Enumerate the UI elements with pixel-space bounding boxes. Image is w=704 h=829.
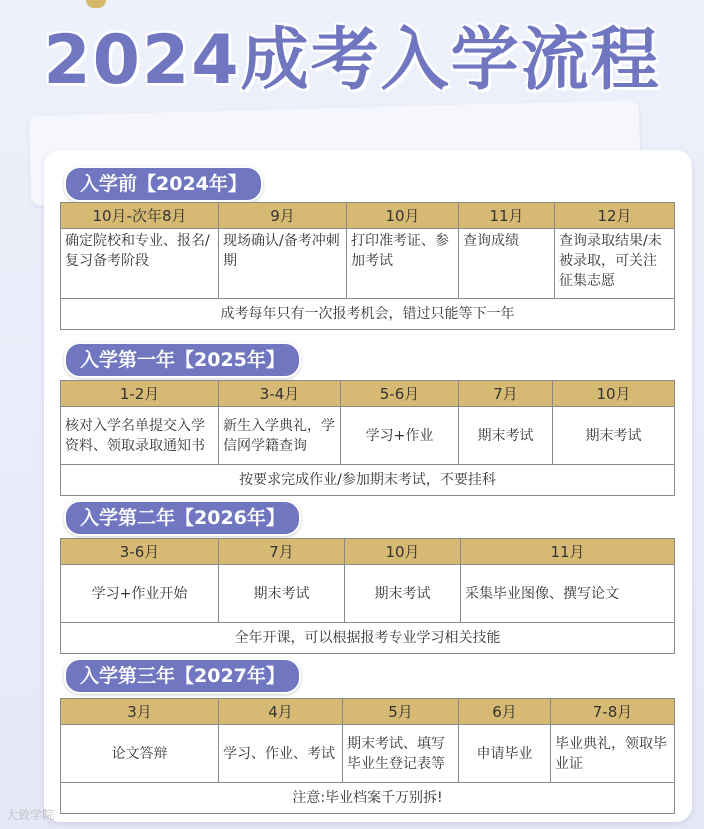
table-cell: 期末考试 xyxy=(219,565,345,623)
section-note: 全年开课，可以根据报考专业学习相关技能 xyxy=(61,623,675,654)
note-row xyxy=(61,783,675,814)
month-header: 9月 xyxy=(219,203,347,229)
section-year-three xyxy=(60,658,674,818)
month-header: 12月 xyxy=(555,203,675,229)
section-label: 入学第三年【2027年】 xyxy=(64,658,301,694)
month-header: 10月 xyxy=(347,203,459,229)
table-cell: 打印准考证、参加考试 xyxy=(347,229,459,299)
table-row xyxy=(61,725,675,783)
section-before-enrollment xyxy=(60,166,674,330)
table-row xyxy=(61,407,675,465)
section-year-one xyxy=(60,342,674,496)
month-header: 10月 xyxy=(345,539,461,565)
month-header: 7月 xyxy=(459,381,553,407)
month-header: 10月 xyxy=(553,381,675,407)
note-row xyxy=(61,465,675,496)
table-cell: 期末考试 xyxy=(345,565,461,623)
table-cell: 期末考试、填写毕业生登记表等 xyxy=(343,725,459,783)
timeline-table xyxy=(60,698,675,814)
month-header: 11月 xyxy=(461,539,675,565)
section-label: 入学前【2024年】 xyxy=(64,166,263,202)
table-cell: 申请毕业 xyxy=(459,725,551,783)
month-header: 6月 xyxy=(459,699,551,725)
table-cell: 新生入学典礼，学信网学籍查询 xyxy=(219,407,341,465)
section-label: 入学第二年【2026年】 xyxy=(64,500,301,536)
section-note: 成考每年只有一次报考机会，错过只能等下一年 xyxy=(61,299,675,330)
month-header: 5月 xyxy=(343,699,459,725)
table-cell: 学习+作业 xyxy=(341,407,459,465)
month-header: 1-2月 xyxy=(61,381,219,407)
section-label: 入学第一年【2025年】 xyxy=(64,342,301,378)
section-note: 按要求完成作业/参加期末考试，不要挂科 xyxy=(61,465,675,496)
note-row xyxy=(61,623,675,654)
table-header-row xyxy=(61,699,675,725)
table-cell: 查询录取结果/未被录取，可关注征集志愿 xyxy=(555,229,675,299)
month-header: 7-8月 xyxy=(551,699,675,725)
timeline-table xyxy=(60,202,675,330)
month-header: 5-6月 xyxy=(341,381,459,407)
timeline-table xyxy=(60,380,675,496)
table-cell: 确定院校和专业、报名/复习备考阶段 xyxy=(61,229,219,299)
table-cell: 期末考试 xyxy=(553,407,675,465)
table-row xyxy=(61,565,675,623)
month-header: 3-6月 xyxy=(61,539,219,565)
table-cell: 学习、作业、考试 xyxy=(219,725,343,783)
timeline-table xyxy=(60,538,675,654)
month-header: 11月 xyxy=(459,203,555,229)
table-row xyxy=(61,229,675,299)
month-header: 4月 xyxy=(219,699,343,725)
month-header: 3-4月 xyxy=(219,381,341,407)
table-cell: 学习+作业开始 xyxy=(61,565,219,623)
table-header-row xyxy=(61,539,675,565)
section-note: 注意:毕业档案千万别拆! xyxy=(61,783,675,814)
table-cell: 核对入学名单提交入学资料、领取录取通知书 xyxy=(61,407,219,465)
table-cell: 查询成绩 xyxy=(459,229,555,299)
table-cell: 现场确认/备考冲刺期 xyxy=(219,229,347,299)
watermark: 大致学院 xyxy=(6,808,55,822)
table-header-row xyxy=(61,381,675,407)
section-year-two xyxy=(60,500,674,656)
table-cell: 采集毕业图像、撰写论文 xyxy=(461,565,675,623)
month-header: 7月 xyxy=(219,539,345,565)
note-row xyxy=(61,299,675,330)
table-cell: 论文答辩 xyxy=(61,725,219,783)
month-header: 10月-次年8月 xyxy=(61,203,219,229)
month-header: 3月 xyxy=(61,699,219,725)
table-cell: 期末考试 xyxy=(459,407,553,465)
table-cell: 毕业典礼，领取毕业证 xyxy=(551,725,675,783)
page-title: 2024成考入学流程 xyxy=(43,21,661,100)
table-header-row xyxy=(61,203,675,229)
